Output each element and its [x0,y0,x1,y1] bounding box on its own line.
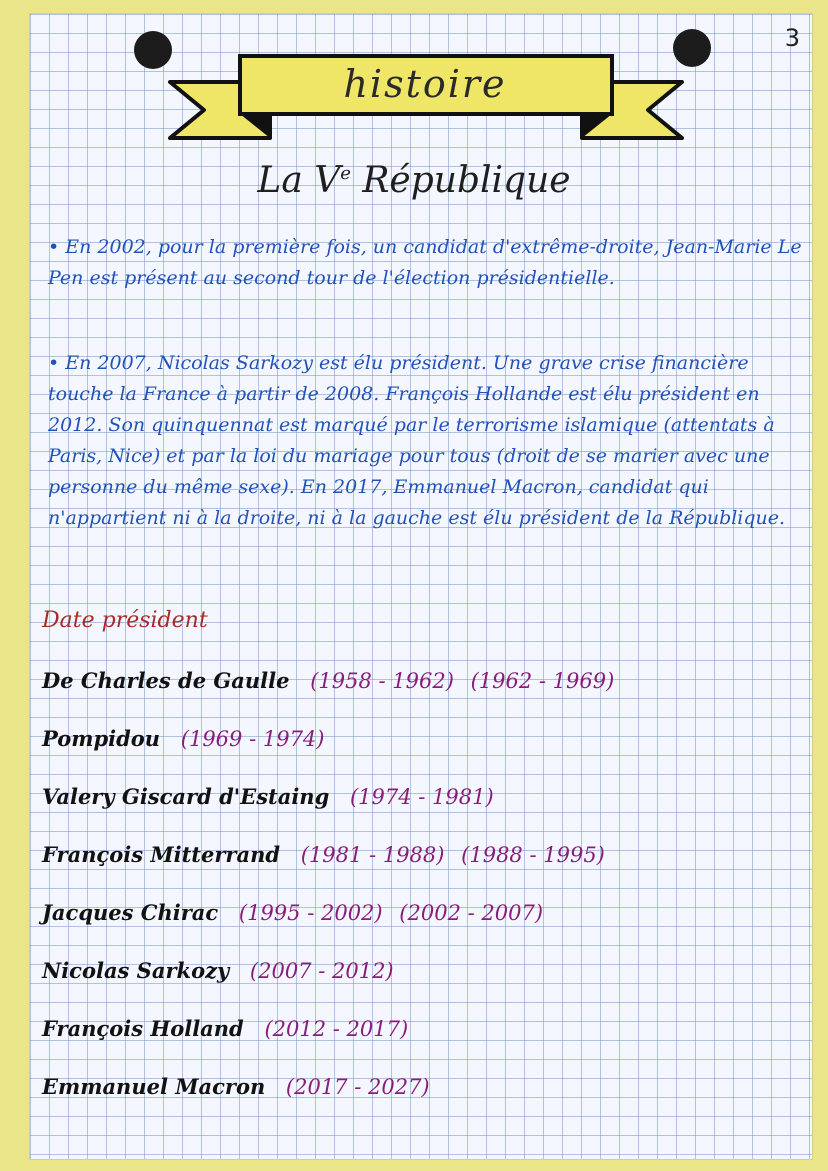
president-name: Emmanuel Macron [42,1074,266,1099]
page-subtitle [0,160,828,201]
subtitle-superscript: e [340,163,351,184]
president-term: (1958 - 1962) [310,669,454,693]
page-title: histoire [343,62,507,106]
president-name: François Mitterrand [42,842,281,867]
presidents-table-header: Date président [42,608,208,633]
president-row [42,1074,802,1099]
president-name: Valery Giscard d'Estaing [42,784,330,809]
paragraph-2007: • En 2007, Nicolas Sarkozy est élu président. Une grave crise financière touche la France à partir de 2008. François Hollande est élu président en 2012. Son quinquennat est marqué par le terrorisme islamique (attentats à Paris, Nice) et par la loi du mariage pour tous (droit de se marier avec une personne du même sexe). En 2017, Emmanuel Macron, candidat qui n'appartient ni à la droite, ni à la gauche est élu président de la République. [48,352,786,529]
president-term: (2002 - 2007) [399,901,544,925]
president-term: (1988 - 1995) [461,843,605,867]
president-term: (1981 - 1988) [300,843,445,867]
president-row [42,784,802,809]
president-row [42,726,802,751]
president-name: Nicolas Sarkozy [42,958,230,983]
president-row [42,1016,802,1041]
president-row [42,668,802,693]
president-name: François Holland [42,1016,244,1041]
subtitle-end: République [362,160,571,201]
president-name: De Charles de Gaulle [42,668,290,693]
page-number: 3 [784,24,800,52]
president-term: (1974 - 1981) [349,785,494,809]
paragraph-2002: • En 2002, pour la première fois, un candidat d'extrême-droite, Jean-Marie Le Pen est présent au second tour de l'élection présidentielle. [48,236,802,289]
president-row [42,842,802,867]
president-name: Pompidou [42,726,161,751]
president-term: (2012 - 2017) [264,1017,409,1041]
president-name: Jacques Chirac [42,900,219,925]
president-term: (1995 - 2002) [238,901,383,925]
president-term: (1962 - 1969) [470,669,615,693]
president-term: (2017 - 2027) [285,1075,430,1099]
president-term: (1969 - 1974) [180,727,325,751]
subtitle-main: La V [257,160,341,201]
president-row [42,900,802,925]
president-term: (2007 - 2012) [249,959,394,983]
president-row [42,958,802,983]
